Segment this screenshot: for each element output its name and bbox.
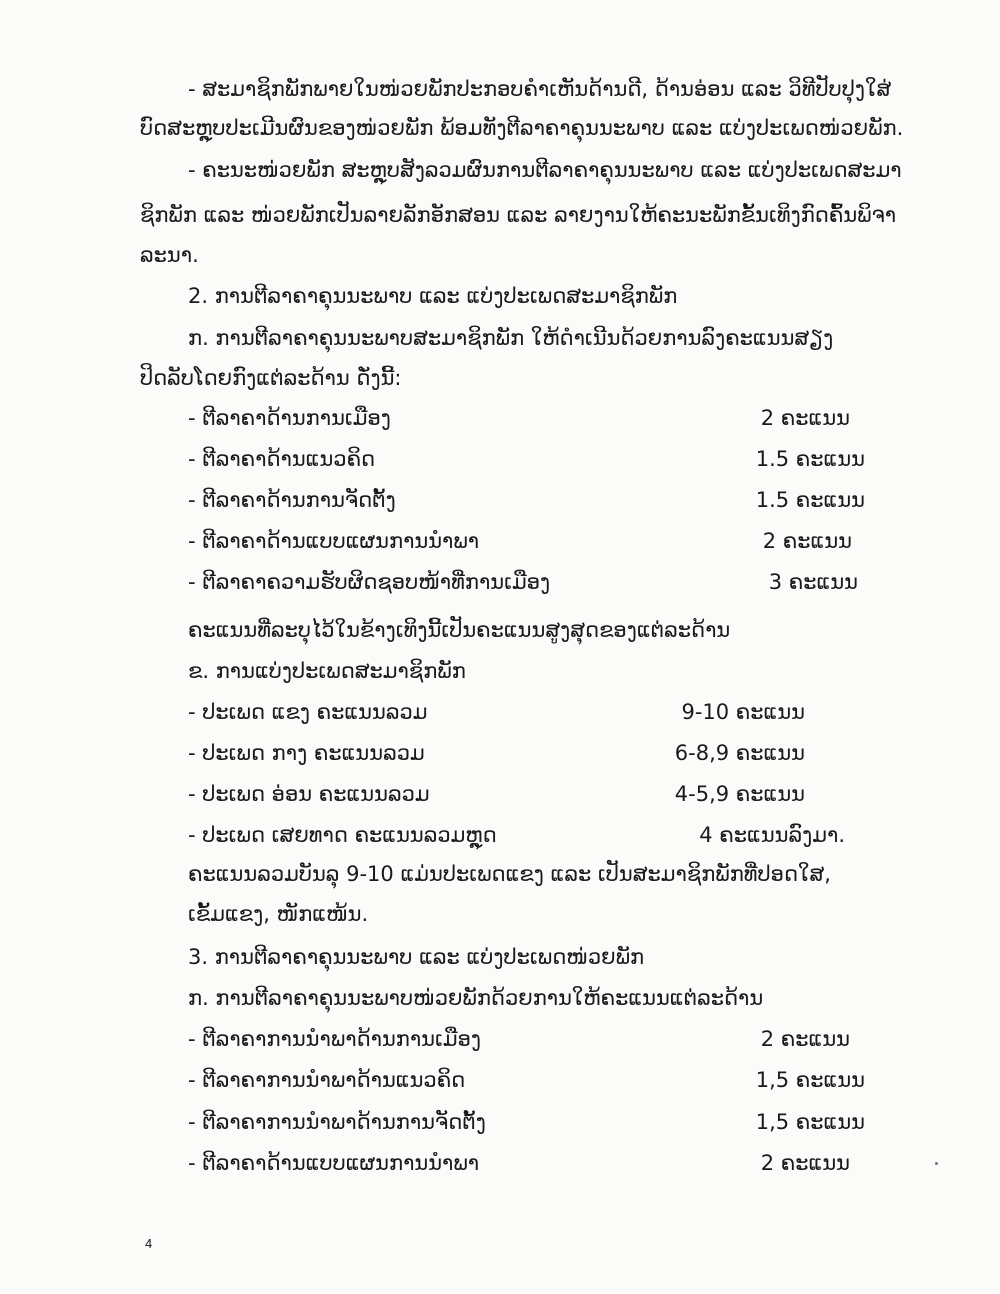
criteria-label: - ຕີລາຄາການນຳພາດ້ານແນວຄິດ (188, 1068, 466, 1092)
section-2-sub-a-line-1: ກ. ການຕີລາຄາຄຸນນະພາບສະມາຊິກພັກ ໃຫ້ດຳເນີນດ້ວຍການລົງຄະແນນສຽງ (188, 326, 834, 350)
criteria-score: 2 ຄະແນນ (760, 1151, 850, 1175)
category-score: 9-10 ຄະແນນ (681, 700, 805, 724)
section-2-note: ຄະແນນທີ່ລະບຸໄວ້ໃນຂ້າງເທິງນີ້ເປັນຄະແນນສູງສຸດຂອງແຕ່ລະດ້ານ (188, 618, 731, 642)
criteria-score: 2 ຄະແນນ (762, 529, 852, 553)
criteria-label: - ຕີລາຄາການນຳພາດ້ານການຈັດຕັ້ງ (188, 1110, 486, 1134)
section-2-title: 2. ການຕີລາຄາຄຸນນະພາບ ແລະ ແບ່ງປະເພດສະມາຊິກພັກ (188, 284, 678, 308)
section-3-title: 3. ການຕີລາຄາຄຸນນະພາບ ແລະ ແບ່ງປະເພດໜ່ວຍພັກ (188, 945, 645, 969)
paragraph-1-line-1: - ສະມາຊິກພັກພາຍໃນໜ່ວຍພັກປະກອບຄຳເຫັນດ້ານດີ, ດ້ານອ່ອນ ແລະ ວິທີປັບປຸງໃສ່ (188, 77, 892, 101)
criteria-label: - ຕີລາຄາດ້ານການຈັດຕັ້ງ (188, 488, 396, 512)
section-2-summary-line-1: ຄະແນນລວມບັນລຸ 9-10 ແມ່ນປະເພດແຂງ ແລະ ເປັນສະມາຊິກພັກທີ່ປອດໃສ, (188, 862, 831, 886)
section-2-sub-b-title: ຂ. ການແບ່ງປະເພດສະມາຊິກພັກ (188, 659, 466, 683)
criteria-score: 2 ຄະແນນ (760, 1027, 850, 1051)
category-score: 6-8,9 ຄະແນນ (674, 741, 805, 765)
section-2-summary-line-2: ເຂັ້ມແຂງ, ໜັກແໜ້ນ. (188, 902, 369, 926)
criteria-score: 1,5 ຄະແນນ (755, 1110, 865, 1134)
section-3-sub-a-title: ກ. ການຕີລາຄາຄຸນນະພາບໜ່ວຍພັກດ້ວຍການໃຫ້ຄະແນນແຕ່ລະດ້ານ (188, 986, 764, 1010)
criteria-label: - ຕີລາຄາດ້ານແນວຄິດ (188, 447, 376, 471)
paragraph-2-line-3: ລະນາ. (140, 243, 199, 267)
criteria-score: 1.5 ຄະແນນ (755, 447, 865, 471)
category-label: - ປະເພດ ອ່ອນ ຄະແນນລວມ (188, 782, 430, 806)
paragraph-1-line-2: ບົດສະຫຼຸບປະເມີນຜົນຂອງໜ່ວຍພັກ ພ້ອມທັງຕີລາຄາຄຸນນະພາບ ແລະ ແບ່ງປະເພດໜ່ວຍພັກ. (140, 116, 904, 140)
paragraph-2-line-2: ຊິກພັກ ແລະ ໜ່ວຍພັກເປັນລາຍລັກອັກສອນ ແລະ ລາຍງານໃຫ້ຄະນະພັກຂັ້ນເທິງກົດຄົ້ນພິຈາ (140, 203, 897, 227)
criteria-score: 2 ຄະແນນ (760, 406, 850, 430)
criteria-label: - ຕີລາຄາການນຳພາດ້ານການເມືອງ (188, 1027, 482, 1051)
criteria-score: 1,5 ຄະແນນ (755, 1068, 865, 1092)
category-score: 4 ຄະແນນລົງມາ. (699, 823, 845, 847)
page-number: 4 (145, 1236, 153, 1251)
criteria-label: - ຕີລາຄາດ້ານແບບແຜນການນຳພາ (188, 529, 480, 553)
section-2-sub-a-line-2: ປິດລັບໂດຍກົງແຕ່ລະດ້ານ ດັ່ງນີ້: (140, 366, 402, 390)
criteria-score: 1.5 ຄະແນນ (755, 488, 865, 512)
paragraph-2-line-1: - ຄະນະໜ່ວຍພັກ ສະຫຼຸບສັງລວມຜົນການຕີລາຄາຄຸນນະພາບ ແລະ ແບ່ງປະເພດສະມາ (188, 158, 902, 182)
criteria-score: 3 ຄະແນນ (768, 570, 858, 594)
criteria-label: - ຕີລາຄາຄວາມຮັບຜິດຊອບໜ້າທີ່ການເມືອງ (188, 570, 551, 594)
criteria-label: - ຕີລາຄາດ້ານການເມືອງ (188, 406, 391, 430)
category-label: - ປະເພດ ແຂງ ຄະແນນລວມ (188, 700, 428, 724)
scan-mark (935, 1162, 938, 1165)
category-label: - ປະເພດ ເສຍທາດ ຄະແນນລວມຫຼຸດ (188, 823, 497, 847)
criteria-label: - ຕີລາຄາດ້ານແບບແຜນການນຳພາ (188, 1151, 480, 1175)
category-label: - ປະເພດ ກາງ ຄະແນນລວມ (188, 741, 425, 765)
category-score: 4-5,9 ຄະແນນ (674, 782, 805, 806)
